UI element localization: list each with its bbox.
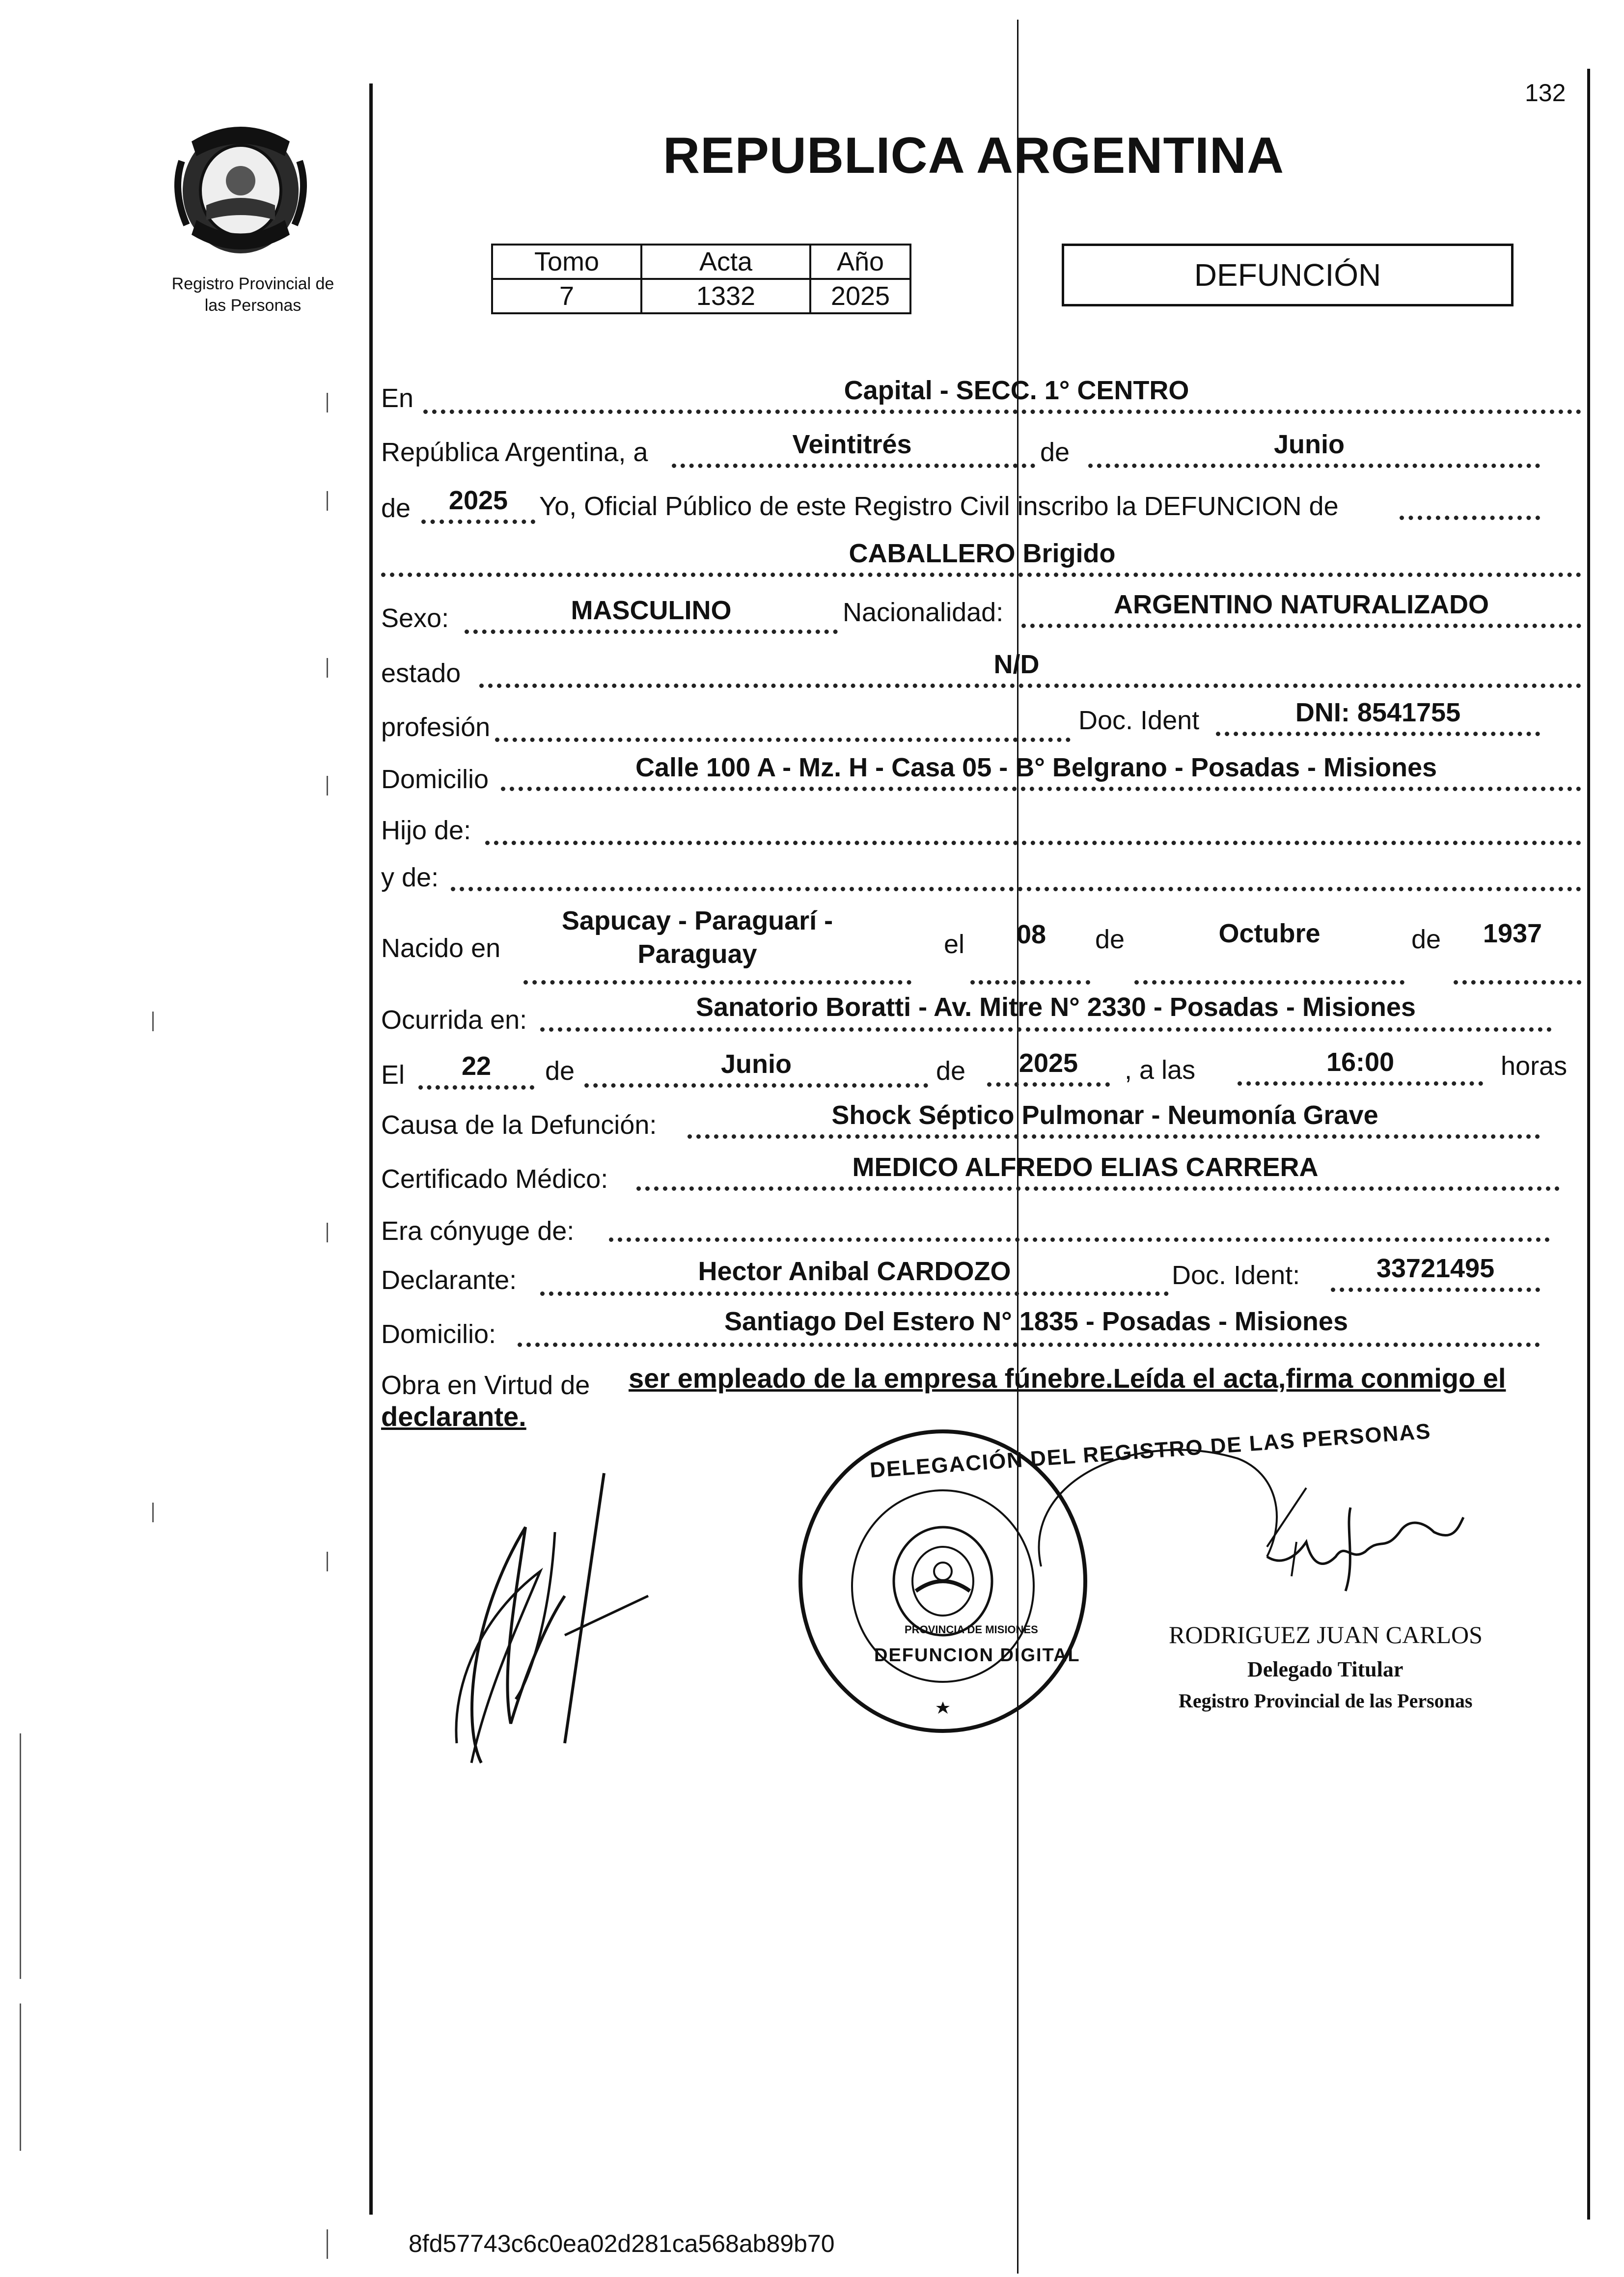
reference-table [491, 244, 911, 314]
doc-ident-2-label: Doc. Ident: [1172, 1261, 1300, 1290]
sexo-value: MASCULINO [571, 596, 732, 625]
intro-text: Yo, Oficial Público de este Registro Civil inscribo la DEFUNCION de [539, 492, 1339, 521]
dotted-line [523, 980, 911, 985]
dotted-line [1454, 980, 1581, 985]
dotted-line [518, 1343, 1540, 1347]
dotted-line [1021, 624, 1581, 628]
doc-ident-2-value: 33721495 [1376, 1254, 1495, 1283]
ocurrida-value: Sanatorio Boratti - Av. Mitre N° 2330 - Posadas - Misiones [696, 992, 1416, 1022]
nacionalidad-label: Nacionalidad: [843, 598, 1004, 627]
margin-tick [327, 1223, 328, 1242]
death-day-value: 22 [461, 1051, 492, 1081]
obra-label: Obra en Virtud de [381, 1371, 590, 1400]
conyuge-label: Era cónyuge de: [381, 1216, 575, 1246]
margin-tick [152, 1503, 154, 1522]
el-label-2: El [381, 1060, 405, 1090]
a-las-label: , a las [1125, 1055, 1196, 1085]
dotted-line [1238, 1081, 1483, 1086]
year-value: 2025 [448, 486, 508, 515]
dotted-line [421, 520, 535, 524]
record-type-box: DEFUNCIÓN [1062, 244, 1514, 306]
margin-tick [20, 2003, 21, 2151]
horas-label: horas [1501, 1051, 1568, 1081]
dotted-line [540, 1027, 1552, 1032]
de-label-4: de [545, 1056, 575, 1086]
el-label: el [944, 930, 965, 959]
day-words-value: Veintitrés [792, 430, 912, 459]
ocurrida-label: Ocurrida en: [381, 1005, 527, 1035]
declarante-label: Declarante: [381, 1265, 517, 1295]
year-prefix-label: de [381, 494, 411, 523]
doc-ident-label: Doc. Ident [1078, 706, 1200, 735]
domicilio-2-value: Santiago Del Estero N° 1835 - Posadas - Misiones [724, 1307, 1348, 1336]
estado-value: N/D [993, 650, 1040, 679]
domicilio-label: Domicilio [381, 765, 489, 794]
declarante-value: Hector Anibal CARDOZO [698, 1257, 1011, 1286]
center-fold-line [1017, 20, 1018, 2274]
death-time-value: 16:00 [1326, 1047, 1395, 1077]
dotted-line [609, 1237, 1550, 1242]
declarant-signature [442, 1468, 668, 1773]
dotted-line [672, 464, 1035, 468]
death-year-value: 2025 [1018, 1048, 1078, 1078]
republica-label: República Argentina, a [381, 438, 648, 467]
dotted-line [636, 1186, 1560, 1191]
official-role: Delegado Titular [1247, 1657, 1404, 1681]
birth-year-value: 1937 [1483, 919, 1542, 948]
margin-tick [327, 776, 328, 796]
dotted-line [540, 1291, 1169, 1296]
margin-tick [20, 1733, 21, 1979]
estado-label: estado [381, 658, 461, 688]
dotted-line [479, 684, 1581, 688]
registry-name [138, 273, 368, 316]
header-anio: Año [810, 245, 910, 279]
nacido-label: Nacido en [381, 933, 501, 963]
margin-tick [327, 2229, 328, 2259]
document-hash: 8fd57743c6c0ea02d281ca568ab89b70 [409, 2230, 835, 2257]
doc-ident-value: DNI: 8541755 [1295, 698, 1461, 727]
margin-tick [327, 393, 328, 412]
official-name: RODRIGUEZ JUAN CARLOS [1169, 1621, 1483, 1648]
causa-label: Causa de la Defunción: [381, 1110, 657, 1140]
stamp-inner-text: DEFUNCION DIGITAL [874, 1645, 1080, 1666]
left-border-line [369, 83, 373, 2215]
dotted-line [423, 410, 1581, 414]
official-office: Registro Provincial de las Personas [1179, 1690, 1473, 1712]
margin-tick [327, 658, 328, 678]
domicilio-2-label: Domicilio: [381, 1319, 496, 1349]
sexo-label: Sexo: [381, 604, 449, 633]
dotted-line [485, 841, 1581, 845]
page-title: REPUBLICA ARGENTINA [663, 127, 1285, 184]
dotted-line [1216, 732, 1540, 736]
death-month-value: Junio [721, 1049, 792, 1079]
dotted-line [465, 630, 838, 634]
obra-value-2: declarante. [381, 1401, 526, 1432]
dotted-line [987, 1082, 1110, 1087]
right-border-line [1587, 69, 1590, 2220]
dotted-line [381, 573, 1581, 577]
deceased-name: CABALLERO Brigido [849, 539, 1116, 568]
province-logo [162, 107, 319, 264]
header-acta: Acta [641, 245, 810, 279]
margin-tick [327, 491, 328, 511]
y-de-label: y de: [381, 863, 439, 892]
value-anio: 2025 [810, 279, 910, 313]
month-value: Junio [1274, 430, 1345, 459]
registry-line-2: las Personas [204, 296, 302, 315]
de-label-5: de [936, 1056, 966, 1086]
dotted-line [501, 787, 1581, 791]
dotted-line [584, 1083, 928, 1088]
margin-tick [152, 1012, 154, 1031]
margin-tick [327, 1552, 328, 1571]
dotted-line [495, 738, 1071, 742]
dotted-line [1134, 980, 1404, 985]
de-label-2: de [1095, 925, 1125, 954]
certificado-value: MEDICO ALFREDO ELIAS CARRERA [852, 1152, 1319, 1182]
hijo-label: Hijo de: [381, 816, 471, 845]
dotted-line [1088, 464, 1540, 468]
nacionalidad-value: ARGENTINO NATURALIZADO [1114, 590, 1489, 619]
en-label: En [381, 384, 414, 413]
de-label-3: de [1411, 925, 1441, 954]
value-tomo: 7 [492, 279, 641, 313]
causa-value: Shock Séptico Pulmonar - Neumonía Grave [831, 1100, 1378, 1130]
en-value: Capital - SECC. 1° CENTRO [844, 376, 1189, 405]
page-number: 132 [1525, 79, 1566, 107]
official-signature [992, 1429, 1473, 1635]
stamp-outer-text: DELEGACIÓN DEL REGISTRO DE LAS PERSONAS [869, 1419, 1432, 1482]
stamp-seal-text: PROVINCIA DE MISIONES [905, 1623, 1038, 1636]
birth-day-value: 08 [1016, 920, 1046, 949]
header-tomo: Tomo [492, 245, 641, 279]
dotted-line [1400, 516, 1540, 520]
dotted-line [1012, 980, 1090, 985]
dotted-line [1331, 1288, 1540, 1292]
obra-value: ser empleado de la empresa fúnebre.Leída el acta,firma conmigo el [629, 1363, 1506, 1394]
certificado-label: Certificado Médico: [381, 1164, 608, 1194]
profesion-label: profesión [381, 713, 491, 742]
nacido-value-line2: Paraguay [637, 939, 757, 969]
nacido-value-line1: Sapucay - Paraguarí - [561, 906, 833, 935]
de-label: de [1040, 438, 1070, 467]
domicilio-value: Calle 100 A - Mz. H - Casa 05 - B° Belgrano - Posadas - Misiones [635, 753, 1437, 782]
dotted-line [688, 1134, 1540, 1139]
registry-line-1: Registro Provincial de [171, 274, 334, 293]
value-acta: 1332 [641, 279, 810, 313]
dotted-line [418, 1085, 534, 1090]
dotted-line [451, 887, 1581, 891]
birth-month-value: Octubre [1218, 919, 1321, 948]
